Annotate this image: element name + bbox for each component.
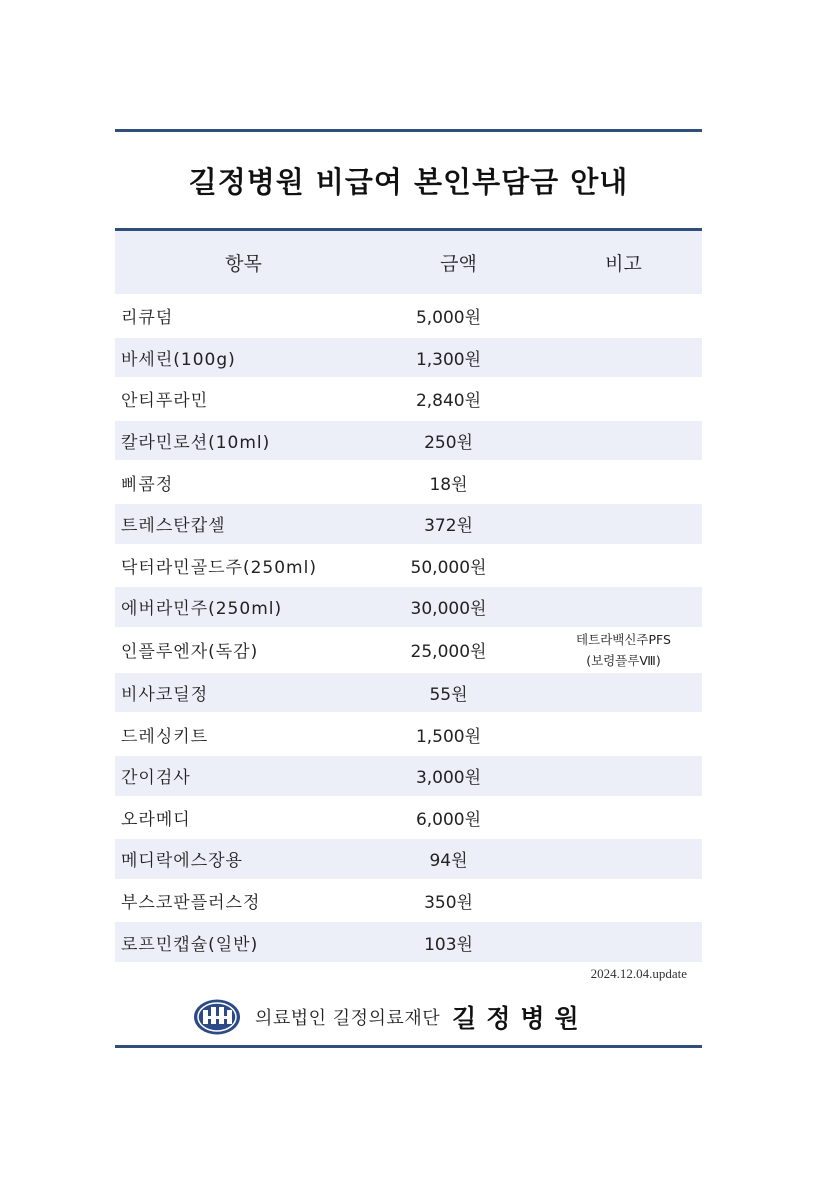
table-row: [115, 713, 702, 755]
amount-cell: 350원: [372, 880, 545, 922]
item-cell: 메디락에스장용: [115, 838, 372, 880]
note-line: 테트라백신주PFS: [576, 631, 671, 647]
item-cell: 삐콤정: [115, 461, 372, 503]
amount-cell: 6,000원: [372, 797, 545, 839]
table-row: [115, 797, 702, 839]
amount-cell: 1,300원: [372, 337, 545, 379]
fee-table: [115, 231, 702, 962]
table-row: [115, 378, 702, 420]
header-item: 항목: [115, 231, 372, 295]
item-cell: 부스코판플러스정: [115, 880, 372, 922]
table-row: [115, 586, 702, 628]
header-note: 비고: [545, 231, 702, 295]
hospital-name: 길정병원: [452, 1004, 589, 1033]
note-cell: [545, 672, 702, 714]
note-cell: [545, 797, 702, 839]
item-cell: 칼라민로션(10ml): [115, 420, 372, 462]
note-cell: [545, 378, 702, 420]
table-row: [115, 503, 702, 545]
table-row: [115, 628, 702, 672]
amount-cell: 5,000원: [372, 295, 545, 337]
item-cell: 로프민캡슐(일반): [115, 921, 372, 962]
update-date: 2024.12.04.update: [590, 966, 687, 981]
table-row: [115, 921, 702, 962]
item-cell: 트레스탄캅셀: [115, 503, 372, 545]
amount-cell: 25,000원: [372, 628, 545, 672]
table-row: [115, 755, 702, 797]
note-cell: [545, 295, 702, 337]
item-cell: 에버라민주(250ml): [115, 586, 372, 628]
bottom-rule: [115, 1045, 702, 1048]
top-rule: [115, 129, 702, 132]
table-row: [115, 838, 702, 880]
table-row: [115, 545, 702, 587]
note-cell: [545, 628, 702, 672]
table-row: [115, 420, 702, 462]
table-row: [115, 337, 702, 379]
amount-cell: 2,840원: [372, 378, 545, 420]
note-cell: [545, 880, 702, 922]
item-cell: 인플루엔자(독감): [115, 628, 372, 672]
note-cell: [545, 755, 702, 797]
amount-cell: 30,000원: [372, 586, 545, 628]
table-row: [115, 672, 702, 714]
amount-cell: 18원: [372, 461, 545, 503]
note-cell: [545, 713, 702, 755]
header-amount: 금액: [372, 231, 545, 295]
note-cell: [545, 503, 702, 545]
amount-cell: 3,000원: [372, 755, 545, 797]
item-cell: 간이검사: [115, 755, 372, 797]
amount-cell: 50,000원: [372, 545, 545, 587]
item-cell: 오라메디: [115, 797, 372, 839]
amount-cell: 94원: [372, 838, 545, 880]
note-cell: [545, 586, 702, 628]
note-cell: [545, 337, 702, 379]
page-title: 길정병원 비급여 본인부담금 안내: [188, 165, 629, 199]
table-header-row: [115, 231, 702, 295]
item-cell: 안티푸라민: [115, 378, 372, 420]
amount-cell: 103원: [372, 921, 545, 962]
foundation-name: 의료법인 길정의료재단: [255, 1008, 441, 1029]
note-cell: [545, 545, 702, 587]
note-cell: [545, 461, 702, 503]
amount-cell: 55원: [372, 672, 545, 714]
table-row: [115, 880, 702, 922]
hospital-emblem-icon: [193, 998, 241, 1036]
item-cell: 닥터라민골드주(250ml): [115, 545, 372, 587]
amount-cell: 1,500원: [372, 713, 545, 755]
amount-cell: 250원: [372, 420, 545, 462]
note-cell: [545, 921, 702, 962]
note-cell: [545, 420, 702, 462]
item-cell: 드레싱키트: [115, 713, 372, 755]
item-cell: 비사코딜정: [115, 672, 372, 714]
item-cell: 바세린(100g): [115, 337, 372, 379]
amount-cell: 372원: [372, 503, 545, 545]
table-row: [115, 295, 702, 337]
note-line: (보령플루Ⅷ): [586, 652, 661, 668]
table-row: [115, 461, 702, 503]
note-cell: [545, 838, 702, 880]
footer: [193, 997, 589, 1037]
item-cell: 리큐덤: [115, 295, 372, 337]
